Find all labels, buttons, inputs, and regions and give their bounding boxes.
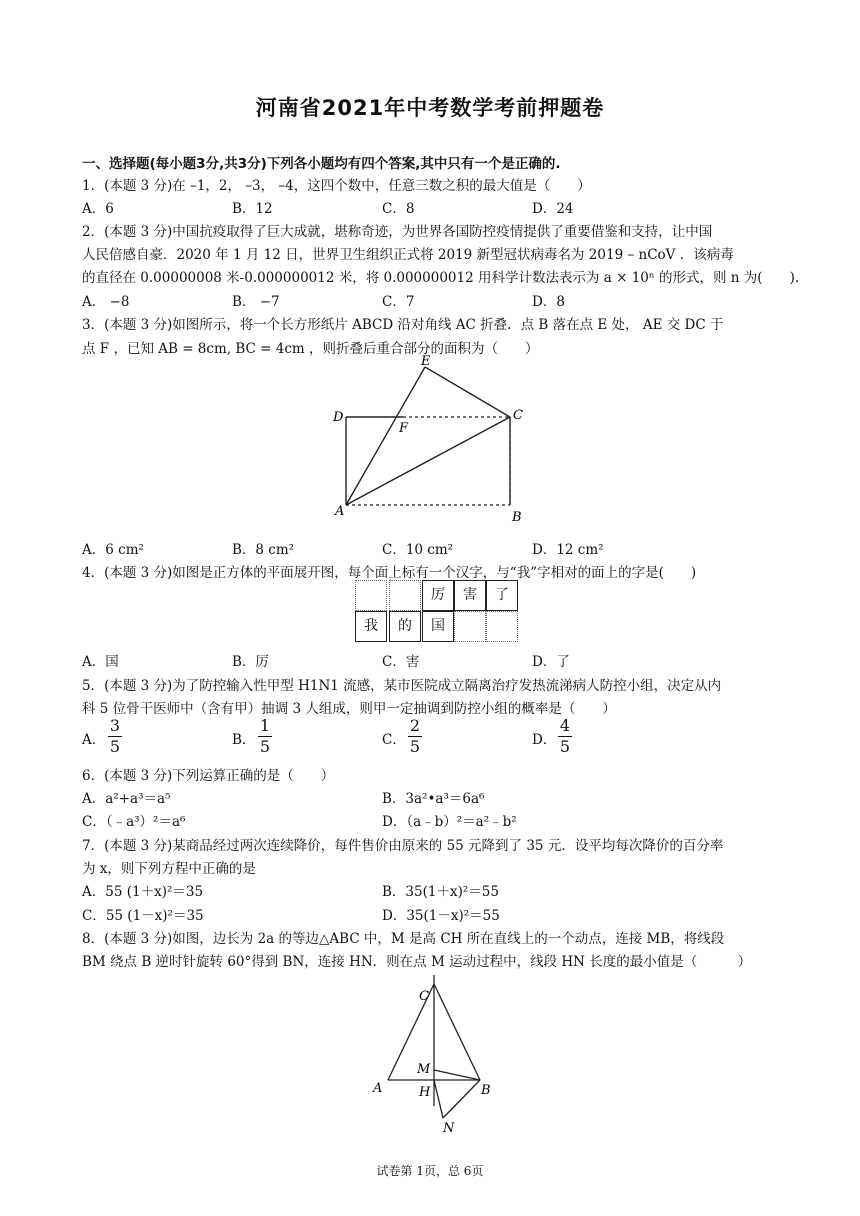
point-e-label: E bbox=[421, 355, 431, 369]
net-cell-bottom-3: 国 bbox=[422, 611, 454, 642]
question-7-line-2: 为 x，则下列方程中正确的是 bbox=[82, 861, 256, 877]
question-6-text: 6．(本题 3 分)下列运算正确的是（ ） bbox=[82, 768, 335, 784]
question-8-line-2: BM 绕点 B 逆时针旋转 60°得到 BN，连接 HN．则在点 M 运动过程中，线段 HN 长度的最小值是（ ） bbox=[82, 954, 752, 970]
question-8-line-1: 8．(本题 3 分)如图，边长为 2a 的等边△ABC 中，M 是高 CH 所在直线上的一个动点，连接 MB，将线段 bbox=[82, 931, 725, 947]
fraction-denominator: 5 bbox=[409, 737, 421, 756]
q5-option-a-fraction bbox=[108, 717, 122, 756]
q5-option-a-label: A． bbox=[82, 732, 106, 748]
question-3-line-2: 点 F ，已知 AB = 8cm, BC = 4cm ，则折叠后重合部分的面积为（ ） bbox=[82, 341, 539, 357]
net-empty-cell bbox=[454, 611, 486, 642]
net-empty-cell bbox=[355, 580, 387, 611]
question-4-text: 4．(本题 3 分)如图是正方体的平面展开图，每个面上标有一个汉字，与“我”字相对的面上的字是( ) bbox=[82, 565, 697, 581]
fraction-denominator: 5 bbox=[259, 737, 271, 756]
question-7-line-1: 7．(本题 3 分)某商品经过两次连续降价，每件售价由原来的 55 元降到了 35 元．设平均每次降价的百分率 bbox=[82, 838, 724, 854]
question-5-line-1: 5．(本题 3 分)为了防控输入性甲型 H1N1 流感，某市医院成立隔离治疗发热流涕病人防控小组，决定从内 bbox=[82, 678, 722, 694]
net-cell-top-2: 害 bbox=[454, 580, 486, 611]
cube-net-figure bbox=[355, 580, 525, 644]
q6-option-c: C．（﹣a³）²＝a⁶ bbox=[82, 814, 186, 830]
q4-option-a: A．国 bbox=[82, 654, 119, 670]
q3-option-a: A．6 cm² bbox=[82, 542, 144, 558]
point-b-label: B bbox=[512, 510, 522, 525]
q4-option-b: B．厉 bbox=[232, 654, 269, 670]
page-footer: 试卷第 1页，总 6页 bbox=[376, 1164, 484, 1178]
q5-option-c-label: C． bbox=[382, 732, 406, 748]
point-b-label: B bbox=[481, 1083, 491, 1098]
q2-option-d: D．8 bbox=[532, 294, 565, 310]
page-title: 河南省2021年中考数学考前押题卷 bbox=[255, 96, 605, 120]
fraction-denominator: 5 bbox=[109, 737, 121, 756]
triangle-rotation-figure bbox=[365, 972, 505, 1142]
point-d-label: D bbox=[333, 410, 344, 425]
q5-option-d-fraction bbox=[558, 717, 572, 756]
q6-option-d: D．（a﹣b）²＝a²﹣b² bbox=[382, 814, 517, 830]
q3-option-b: B．8 cm² bbox=[232, 542, 295, 558]
q7-option-c: C．55 (1－x)²＝35 bbox=[82, 908, 204, 924]
q3-option-d: D．12 cm² bbox=[532, 542, 604, 558]
net-cell-bottom-1: 我 bbox=[355, 611, 387, 642]
q2-option-b: B． −7 bbox=[232, 294, 280, 310]
point-a-label: A bbox=[335, 504, 345, 519]
question-2-line-2: 人民倍感自豪．2020 年 1 月 12 日，世界卫生组织正式将 2019 新型冠状病毒名为 2019 – nCoV ．该病毒 bbox=[82, 247, 734, 263]
question-2-line-1: 2．(本题 3 分)中国抗疫取得了巨大成就，堪称奇迹，为世界各国防控疫情提供了重要借鉴和支持，让中国 bbox=[82, 224, 713, 240]
net-empty-cell bbox=[389, 580, 421, 611]
fold-rectangle-figure bbox=[325, 355, 535, 530]
fraction-numerator: 3 bbox=[109, 716, 121, 735]
q6-option-b: B．3a²•a³＝6a⁶ bbox=[382, 791, 485, 807]
point-c-label: C bbox=[513, 408, 523, 423]
net-cell-top-1: 厉 bbox=[422, 580, 454, 611]
net-cell-top-3: 了 bbox=[486, 580, 518, 611]
section-heading: 一、选择题(每小题3分,共3分)下列各小题均有四个答案,其中只有一个是正确的. bbox=[82, 156, 561, 172]
q5-option-c-fraction bbox=[408, 717, 422, 756]
point-m-label: M bbox=[417, 1062, 431, 1077]
fraction-denominator: 5 bbox=[559, 737, 571, 756]
q7-option-d: D．35(1－x)²＝55 bbox=[382, 908, 500, 924]
question-3-line-1: 3．(本题 3 分)如图所示，将一个长方形纸片 ABCD 沿对角线 AC 折叠．点 B 落在点 E 处， AE 交 DC 于 bbox=[82, 317, 724, 333]
q7-option-b: B．35(1＋x)²＝55 bbox=[382, 884, 499, 900]
q2-option-a: A． −8 bbox=[82, 294, 130, 310]
q4-option-c: C．害 bbox=[382, 654, 420, 670]
net-empty-cell bbox=[486, 611, 518, 642]
net-cell-bottom-2: 的 bbox=[389, 611, 421, 642]
q2-option-c: C．7 bbox=[382, 294, 415, 310]
point-f-label: F bbox=[399, 421, 409, 436]
question-1-text: 1．(本题 3 分)在 –1，2， –3， –4，这四个数中，任意三数之积的最大值是（ ） bbox=[82, 178, 591, 194]
q1-option-d: D．24 bbox=[532, 201, 574, 217]
q1-option-b: B．12 bbox=[232, 201, 273, 217]
point-c-label: C bbox=[419, 989, 429, 1004]
question-5-line-2: 科 5 位骨干医师中（含有甲）抽调 3 人组成，则甲一定抽调到防控小组的概率是（ ） bbox=[82, 701, 616, 717]
q5-option-b-fraction bbox=[258, 717, 272, 756]
q5-option-b-label: B． bbox=[232, 732, 256, 748]
q4-option-d: D．了 bbox=[532, 654, 570, 670]
point-a-label: A bbox=[373, 1081, 383, 1096]
point-h-label: H bbox=[419, 1085, 431, 1100]
question-2-line-3: 的直径在 0.00000008 米-0.000000012 米，将 0.000000012 用科学计数法表示为 a × 10ⁿ 的形式，则 n 为( ). bbox=[82, 270, 800, 286]
fraction-numerator: 1 bbox=[259, 716, 271, 735]
fraction-numerator: 4 bbox=[559, 716, 571, 735]
point-n-label: N bbox=[443, 1121, 455, 1136]
q5-option-d-label: D． bbox=[532, 732, 557, 748]
q3-option-c: C．10 cm² bbox=[382, 542, 454, 558]
q1-option-a: A．6 bbox=[82, 201, 114, 217]
q1-option-c: C．8 bbox=[382, 201, 415, 217]
q6-option-a: A．a²+a³＝a⁵ bbox=[82, 791, 171, 807]
fraction-numerator: 2 bbox=[409, 716, 421, 735]
q7-option-a: A．55 (1＋x)²＝35 bbox=[82, 884, 204, 900]
